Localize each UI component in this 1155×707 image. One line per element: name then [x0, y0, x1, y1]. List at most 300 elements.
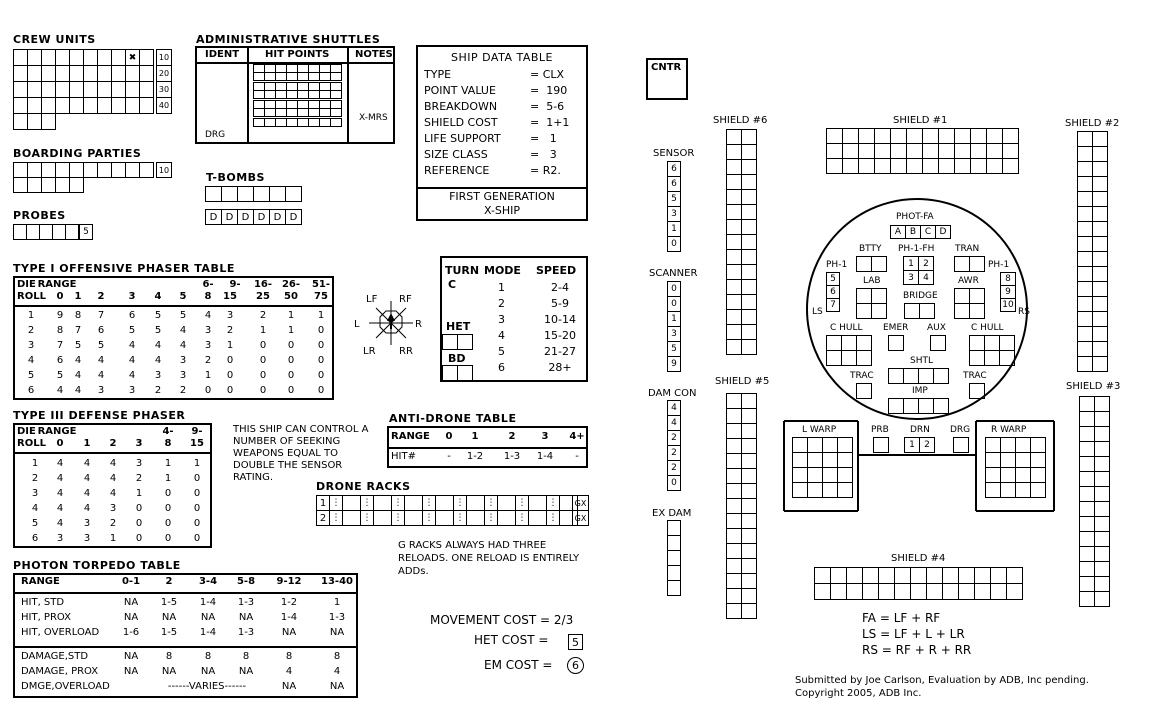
shuttle-box[interactable] — [933, 368, 949, 384]
shield-box[interactable] — [1092, 146, 1108, 162]
drone-rack-slot[interactable]: ⋮ — [391, 510, 405, 526]
shield-box[interactable] — [974, 567, 991, 584]
shield-box[interactable] — [1092, 251, 1108, 267]
shield-box[interactable] — [1077, 311, 1093, 327]
shield-box[interactable] — [1077, 131, 1093, 147]
shield-box[interactable] — [1092, 236, 1108, 252]
warp-box[interactable] — [1030, 437, 1046, 453]
shield-box[interactable] — [1002, 158, 1019, 174]
shield-box[interactable] — [826, 128, 843, 144]
shield-box[interactable] — [1079, 426, 1095, 442]
shield-box[interactable] — [1077, 176, 1093, 192]
shield-box[interactable] — [741, 423, 757, 439]
shield-box[interactable] — [926, 583, 943, 600]
shield-box[interactable] — [741, 498, 757, 514]
warp-box[interactable] — [792, 482, 808, 498]
shield-box[interactable] — [894, 583, 911, 600]
impulse-box[interactable] — [888, 398, 904, 414]
boarding-box[interactable] — [111, 162, 126, 178]
crew-box[interactable] — [41, 97, 56, 114]
shield-box[interactable] — [1094, 411, 1110, 427]
drone-rack-slot[interactable]: ⋮ — [453, 495, 467, 511]
system-box[interactable]: 4 — [667, 400, 681, 416]
warp-box[interactable] — [807, 437, 823, 453]
cntr-box[interactable]: CNTR — [646, 58, 688, 100]
drone-rack-slot[interactable]: ⋮ — [329, 495, 343, 511]
warp-box[interactable] — [807, 482, 823, 498]
tbomb-box[interactable] — [237, 186, 254, 202]
tbomb-box[interactable] — [221, 186, 238, 202]
shield-box[interactable] — [1094, 501, 1110, 517]
shield-box[interactable] — [741, 129, 757, 145]
drone-rack-slot[interactable]: ⋮ — [515, 495, 529, 511]
shield-box[interactable] — [990, 567, 1007, 584]
shield-box[interactable] — [1092, 266, 1108, 282]
shield-box[interactable] — [1092, 311, 1108, 327]
phaser-fh-box[interactable]: 2 — [918, 256, 934, 271]
probe-box[interactable] — [39, 224, 53, 240]
shield-box[interactable] — [741, 603, 757, 619]
phaser-fh-box[interactable]: 1 — [903, 256, 919, 271]
drone-rack-slot[interactable]: ⋮ — [360, 495, 374, 511]
warp-box[interactable] — [985, 467, 1001, 483]
shield-box[interactable] — [726, 249, 742, 265]
drone-rack-slot[interactable]: ⋮ — [422, 510, 436, 526]
boarding-box[interactable] — [69, 162, 84, 178]
lab-box[interactable] — [856, 303, 872, 319]
warp-box[interactable] — [1015, 482, 1031, 498]
het-box-1[interactable] — [442, 334, 458, 350]
crew-box[interactable] — [27, 81, 42, 98]
exdam-track[interactable] — [667, 521, 681, 596]
shield-box[interactable] — [1094, 441, 1110, 457]
probe-box[interactable] — [65, 224, 79, 240]
awr-box[interactable] — [954, 303, 970, 319]
shield-box[interactable] — [878, 583, 895, 600]
drone-rack-slot[interactable]: ⋮ — [391, 495, 405, 511]
prb-box[interactable] — [873, 437, 889, 453]
shield-box[interactable] — [741, 438, 757, 454]
tbomb-box[interactable] — [253, 186, 270, 202]
shield-box[interactable] — [726, 159, 742, 175]
dummy-tbomb-box[interactable]: D — [205, 209, 222, 225]
crew-box-marked[interactable]: ✖ — [125, 49, 140, 66]
crew-box[interactable] — [139, 65, 154, 82]
shield-box[interactable] — [1092, 221, 1108, 237]
shield-box[interactable] — [1079, 546, 1095, 562]
shield-box[interactable] — [741, 408, 757, 424]
crew-box[interactable] — [97, 97, 112, 114]
dummy-tbomb-box[interactable]: D — [269, 209, 286, 225]
shield-box[interactable] — [942, 567, 959, 584]
chull-box[interactable] — [969, 350, 985, 366]
warp-box[interactable] — [985, 482, 1001, 498]
shield-box[interactable] — [741, 453, 757, 469]
shield-box[interactable] — [741, 558, 757, 574]
drone-rack-slot[interactable] — [466, 510, 485, 526]
het-box-2[interactable] — [457, 334, 473, 350]
shield-box[interactable] — [741, 294, 757, 310]
tbomb-box[interactable] — [205, 186, 222, 202]
probe-box[interactable] — [26, 224, 40, 240]
shield-box[interactable] — [1002, 128, 1019, 144]
crew-box[interactable] — [69, 65, 84, 82]
left-phaser-box[interactable]: 7 — [826, 298, 840, 312]
shield-box[interactable] — [1079, 591, 1095, 607]
crew-box[interactable] — [111, 65, 126, 82]
shuttle-hit-box[interactable] — [330, 108, 342, 117]
shield-box[interactable] — [910, 567, 927, 584]
shield-box[interactable] — [958, 567, 975, 584]
crew-box[interactable] — [55, 97, 70, 114]
warp-box[interactable] — [807, 467, 823, 483]
shield-box[interactable] — [726, 324, 742, 340]
shield-box[interactable] — [910, 583, 927, 600]
shield-box[interactable] — [1002, 143, 1019, 159]
crew-box[interactable] — [13, 97, 28, 114]
drone-rack-slot[interactable]: ⋮ — [484, 495, 498, 511]
crew-box[interactable] — [27, 97, 42, 114]
shield-box[interactable] — [1094, 486, 1110, 502]
left-phaser-box[interactable]: 6 — [826, 285, 840, 299]
shield-box[interactable] — [1079, 486, 1095, 502]
shield-box[interactable] — [726, 279, 742, 295]
bd-box-2[interactable] — [457, 365, 473, 381]
warp-box[interactable] — [792, 452, 808, 468]
tbomb-box[interactable] — [285, 186, 302, 202]
shield-box[interactable] — [842, 128, 859, 144]
shield-box[interactable] — [741, 513, 757, 529]
crew-box[interactable] — [13, 65, 28, 82]
chull-box[interactable] — [826, 350, 842, 366]
shield-box[interactable] — [1077, 206, 1093, 222]
shield-box[interactable] — [726, 339, 742, 355]
system-box[interactable] — [667, 520, 681, 536]
system-box[interactable]: 0 — [667, 236, 681, 252]
shield-box[interactable] — [1077, 146, 1093, 162]
drone-rack-slot[interactable] — [497, 495, 516, 511]
warp-box[interactable] — [792, 437, 808, 453]
shield-box[interactable] — [922, 158, 939, 174]
bridge-box[interactable] — [919, 303, 935, 319]
drone-rack-slot[interactable] — [528, 495, 547, 511]
shield-box[interactable] — [1006, 583, 1023, 600]
shield-box[interactable] — [874, 143, 891, 159]
boarding-box[interactable] — [13, 177, 28, 193]
shield-box[interactable] — [726, 468, 742, 484]
shield-box[interactable] — [890, 143, 907, 159]
shield-box[interactable] — [970, 128, 987, 144]
tran-box-1[interactable] — [954, 256, 970, 272]
crew-box[interactable] — [97, 49, 112, 66]
shield-box[interactable] — [814, 567, 831, 584]
bridge-box[interactable] — [904, 303, 920, 319]
warp-box[interactable] — [837, 437, 853, 453]
shield-box[interactable] — [990, 583, 1007, 600]
chull-box[interactable] — [856, 350, 872, 366]
warp-box[interactable] — [1030, 452, 1046, 468]
shield-box[interactable] — [1079, 531, 1095, 547]
shield-box[interactable] — [1079, 411, 1095, 427]
warp-box[interactable] — [1030, 467, 1046, 483]
crew-box[interactable] — [27, 49, 42, 66]
warp-box[interactable] — [822, 437, 838, 453]
shield-box[interactable] — [1094, 516, 1110, 532]
shield-box[interactable] — [938, 143, 955, 159]
shield-box[interactable] — [741, 393, 757, 409]
shield-box[interactable] — [741, 588, 757, 604]
shield-box[interactable] — [726, 294, 742, 310]
shield-box[interactable] — [726, 144, 742, 160]
shield-box[interactable] — [1077, 161, 1093, 177]
shield-box[interactable] — [1079, 471, 1095, 487]
warp-box[interactable] — [985, 452, 1001, 468]
crew-box[interactable] — [139, 97, 154, 114]
shield-box[interactable] — [1006, 567, 1023, 584]
chull-box[interactable] — [841, 350, 857, 366]
drone-rack-slot[interactable]: ⋮ — [453, 510, 467, 526]
awr-box[interactable] — [969, 288, 985, 304]
crew-box[interactable] — [69, 97, 84, 114]
shield-box[interactable] — [1077, 191, 1093, 207]
shield-box[interactable] — [842, 143, 859, 159]
shield-box[interactable] — [726, 423, 742, 439]
shield-box[interactable] — [741, 249, 757, 265]
shield-box[interactable] — [1092, 326, 1108, 342]
awr-box[interactable] — [954, 288, 970, 304]
crew-box[interactable] — [69, 49, 84, 66]
system-box[interactable]: 3 — [667, 326, 681, 342]
shield-box[interactable] — [741, 219, 757, 235]
drone-rack-slot[interactable] — [435, 495, 454, 511]
boarding-box[interactable] — [55, 162, 70, 178]
warp-box[interactable] — [807, 452, 823, 468]
shield-box[interactable] — [862, 583, 879, 600]
shield-box[interactable] — [1079, 516, 1095, 532]
system-box[interactable] — [667, 535, 681, 551]
shield-box[interactable] — [741, 189, 757, 205]
drone-box[interactable]: 2 — [919, 437, 935, 453]
warp-box[interactable] — [822, 452, 838, 468]
shield-box[interactable] — [942, 583, 959, 600]
impulse-box[interactable] — [918, 398, 934, 414]
photon-box[interactable]: D — [935, 225, 951, 239]
crew-box[interactable] — [139, 49, 154, 66]
drone-rack-slot[interactable] — [466, 495, 485, 511]
shield-box[interactable] — [726, 309, 742, 325]
chull-box[interactable] — [999, 350, 1015, 366]
shuttle-box[interactable] — [918, 368, 934, 384]
shield-box[interactable] — [726, 408, 742, 424]
shield-box[interactable] — [954, 143, 971, 159]
emer-box[interactable] — [888, 335, 904, 351]
photon-box[interactable]: A — [890, 225, 906, 239]
chull-box[interactable] — [999, 335, 1015, 351]
shield-box[interactable] — [986, 158, 1003, 174]
crew-box[interactable] — [125, 81, 140, 98]
shield-box[interactable] — [1092, 191, 1108, 207]
shield-box[interactable] — [726, 129, 742, 145]
shield-box[interactable] — [926, 567, 943, 584]
shield-box[interactable] — [954, 158, 971, 174]
shield-box[interactable] — [842, 158, 859, 174]
right-phaser-box[interactable]: 9 — [1000, 285, 1016, 299]
shield-box[interactable] — [741, 204, 757, 220]
shield-box[interactable] — [726, 264, 742, 280]
warp-box[interactable] — [1015, 452, 1031, 468]
shield-box[interactable] — [1077, 281, 1093, 297]
lab-box[interactable] — [871, 288, 887, 304]
shield-box[interactable] — [894, 567, 911, 584]
system-box[interactable] — [667, 565, 681, 581]
chull-box[interactable] — [856, 335, 872, 351]
drone-rack-slot[interactable] — [404, 510, 423, 526]
shield-box[interactable] — [1077, 251, 1093, 267]
shield-box[interactable] — [1079, 396, 1095, 412]
shield-box[interactable] — [1092, 281, 1108, 297]
shield-box[interactable] — [741, 528, 757, 544]
damcon-track[interactable] — [667, 401, 681, 491]
shield-box[interactable] — [1094, 396, 1110, 412]
crew-box[interactable] — [97, 81, 112, 98]
drone-rack-slot[interactable]: ⋮ — [546, 495, 560, 511]
awr-box[interactable] — [969, 303, 985, 319]
shield-box[interactable] — [1077, 236, 1093, 252]
crew-box[interactable] — [55, 49, 70, 66]
shield-box[interactable] — [858, 143, 875, 159]
right-phaser-box[interactable]: 10 — [1000, 298, 1016, 312]
btty-box-2[interactable] — [871, 256, 887, 272]
drone-rack-slot[interactable]: ⋮ — [360, 510, 374, 526]
shield-box[interactable] — [858, 158, 875, 174]
crew-box[interactable] — [125, 65, 140, 82]
crew-box[interactable] — [125, 97, 140, 114]
system-box[interactable]: 2 — [667, 430, 681, 446]
shield-box[interactable] — [726, 393, 742, 409]
dummy-tbomb-box[interactable]: D — [237, 209, 254, 225]
shield-box[interactable] — [826, 158, 843, 174]
shield-box[interactable] — [954, 128, 971, 144]
boarding-box[interactable] — [27, 177, 42, 193]
probe-box[interactable] — [13, 224, 27, 240]
shuttle-hit-box[interactable] — [330, 118, 342, 127]
warp-box[interactable] — [1000, 467, 1016, 483]
crew-box[interactable] — [97, 65, 112, 82]
shield-box[interactable] — [741, 174, 757, 190]
lab-box[interactable] — [871, 303, 887, 319]
crew-box[interactable] — [69, 81, 84, 98]
shield-box[interactable] — [726, 483, 742, 499]
system-box[interactable]: 9 — [667, 356, 681, 372]
shield-box[interactable] — [741, 279, 757, 295]
warp-box[interactable] — [837, 452, 853, 468]
boarding-box[interactable] — [41, 162, 56, 178]
warp-box[interactable] — [822, 482, 838, 498]
chull-box[interactable] — [984, 350, 1000, 366]
shield-box[interactable] — [830, 567, 847, 584]
shield-box[interactable] — [741, 483, 757, 499]
shield-box[interactable] — [1077, 326, 1093, 342]
drone-rack-slot[interactable] — [435, 510, 454, 526]
crew-box[interactable] — [55, 65, 70, 82]
boarding-box[interactable] — [69, 177, 84, 193]
shield-box[interactable] — [741, 159, 757, 175]
crew-box[interactable] — [83, 97, 98, 114]
warp-box[interactable] — [837, 482, 853, 498]
crew-box[interactable] — [111, 49, 126, 66]
shield-box[interactable] — [986, 143, 1003, 159]
shield-box[interactable] — [1094, 471, 1110, 487]
shield-box[interactable] — [906, 158, 923, 174]
drone-rack-slot[interactable] — [342, 495, 361, 511]
system-box[interactable]: 0 — [667, 296, 681, 312]
shield-box[interactable] — [970, 158, 987, 174]
crew-box[interactable] — [41, 113, 56, 130]
lab-box[interactable] — [856, 288, 872, 304]
shield-box[interactable] — [830, 583, 847, 600]
boarding-box[interactable] — [125, 162, 140, 178]
crew-box[interactable] — [139, 81, 154, 98]
system-box[interactable]: 5 — [667, 341, 681, 357]
system-box[interactable]: 4 — [667, 415, 681, 431]
right-phaser-box[interactable]: 8 — [1000, 272, 1016, 286]
warp-box[interactable] — [985, 437, 1001, 453]
drone-rack-slot[interactable] — [342, 510, 361, 526]
system-box[interactable]: 2 — [667, 445, 681, 461]
trac-left-box[interactable] — [856, 383, 872, 399]
system-box[interactable]: 5 — [667, 191, 681, 207]
shield-box[interactable] — [858, 128, 875, 144]
drone-box[interactable]: 1 — [904, 437, 920, 453]
system-box[interactable]: 0 — [667, 475, 681, 491]
system-box[interactable]: 1 — [667, 221, 681, 237]
shield-box[interactable] — [726, 588, 742, 604]
shield-box[interactable] — [1079, 456, 1095, 472]
photon-box[interactable]: B — [905, 225, 921, 239]
shield-box[interactable] — [890, 128, 907, 144]
shield-box[interactable] — [1079, 501, 1095, 517]
dummy-tbomb-box[interactable]: D — [253, 209, 270, 225]
shuttle-hit-box[interactable] — [330, 90, 342, 99]
shield-box[interactable] — [726, 513, 742, 529]
phaser-fh-box[interactable]: 3 — [903, 270, 919, 285]
shield-box[interactable] — [938, 128, 955, 144]
system-box[interactable]: 0 — [667, 281, 681, 297]
boarding-box[interactable] — [13, 162, 28, 178]
crew-box[interactable] — [13, 49, 28, 66]
boarding-box[interactable] — [97, 162, 112, 178]
shield-box[interactable] — [1079, 561, 1095, 577]
shield-box[interactable] — [814, 583, 831, 600]
warp-box[interactable] — [1015, 467, 1031, 483]
photon-box[interactable]: C — [920, 225, 936, 239]
shield-box[interactable] — [1077, 356, 1093, 372]
shield-box[interactable] — [1079, 576, 1095, 592]
drone-rack-slot[interactable]: ⋮ — [546, 510, 560, 526]
shuttle-box[interactable] — [888, 368, 904, 384]
shield-box[interactable] — [1077, 266, 1093, 282]
drone-rack-slot[interactable] — [373, 510, 392, 526]
left-phaser-box[interactable]: 5 — [826, 272, 840, 286]
crew-box[interactable] — [13, 113, 28, 130]
shield-box[interactable] — [906, 128, 923, 144]
impulse-box[interactable] — [903, 398, 919, 414]
boarding-box[interactable] — [41, 177, 56, 193]
shield-box[interactable] — [890, 158, 907, 174]
shield-box[interactable] — [726, 453, 742, 469]
probe-box[interactable] — [52, 224, 66, 240]
shield-box[interactable] — [970, 143, 987, 159]
